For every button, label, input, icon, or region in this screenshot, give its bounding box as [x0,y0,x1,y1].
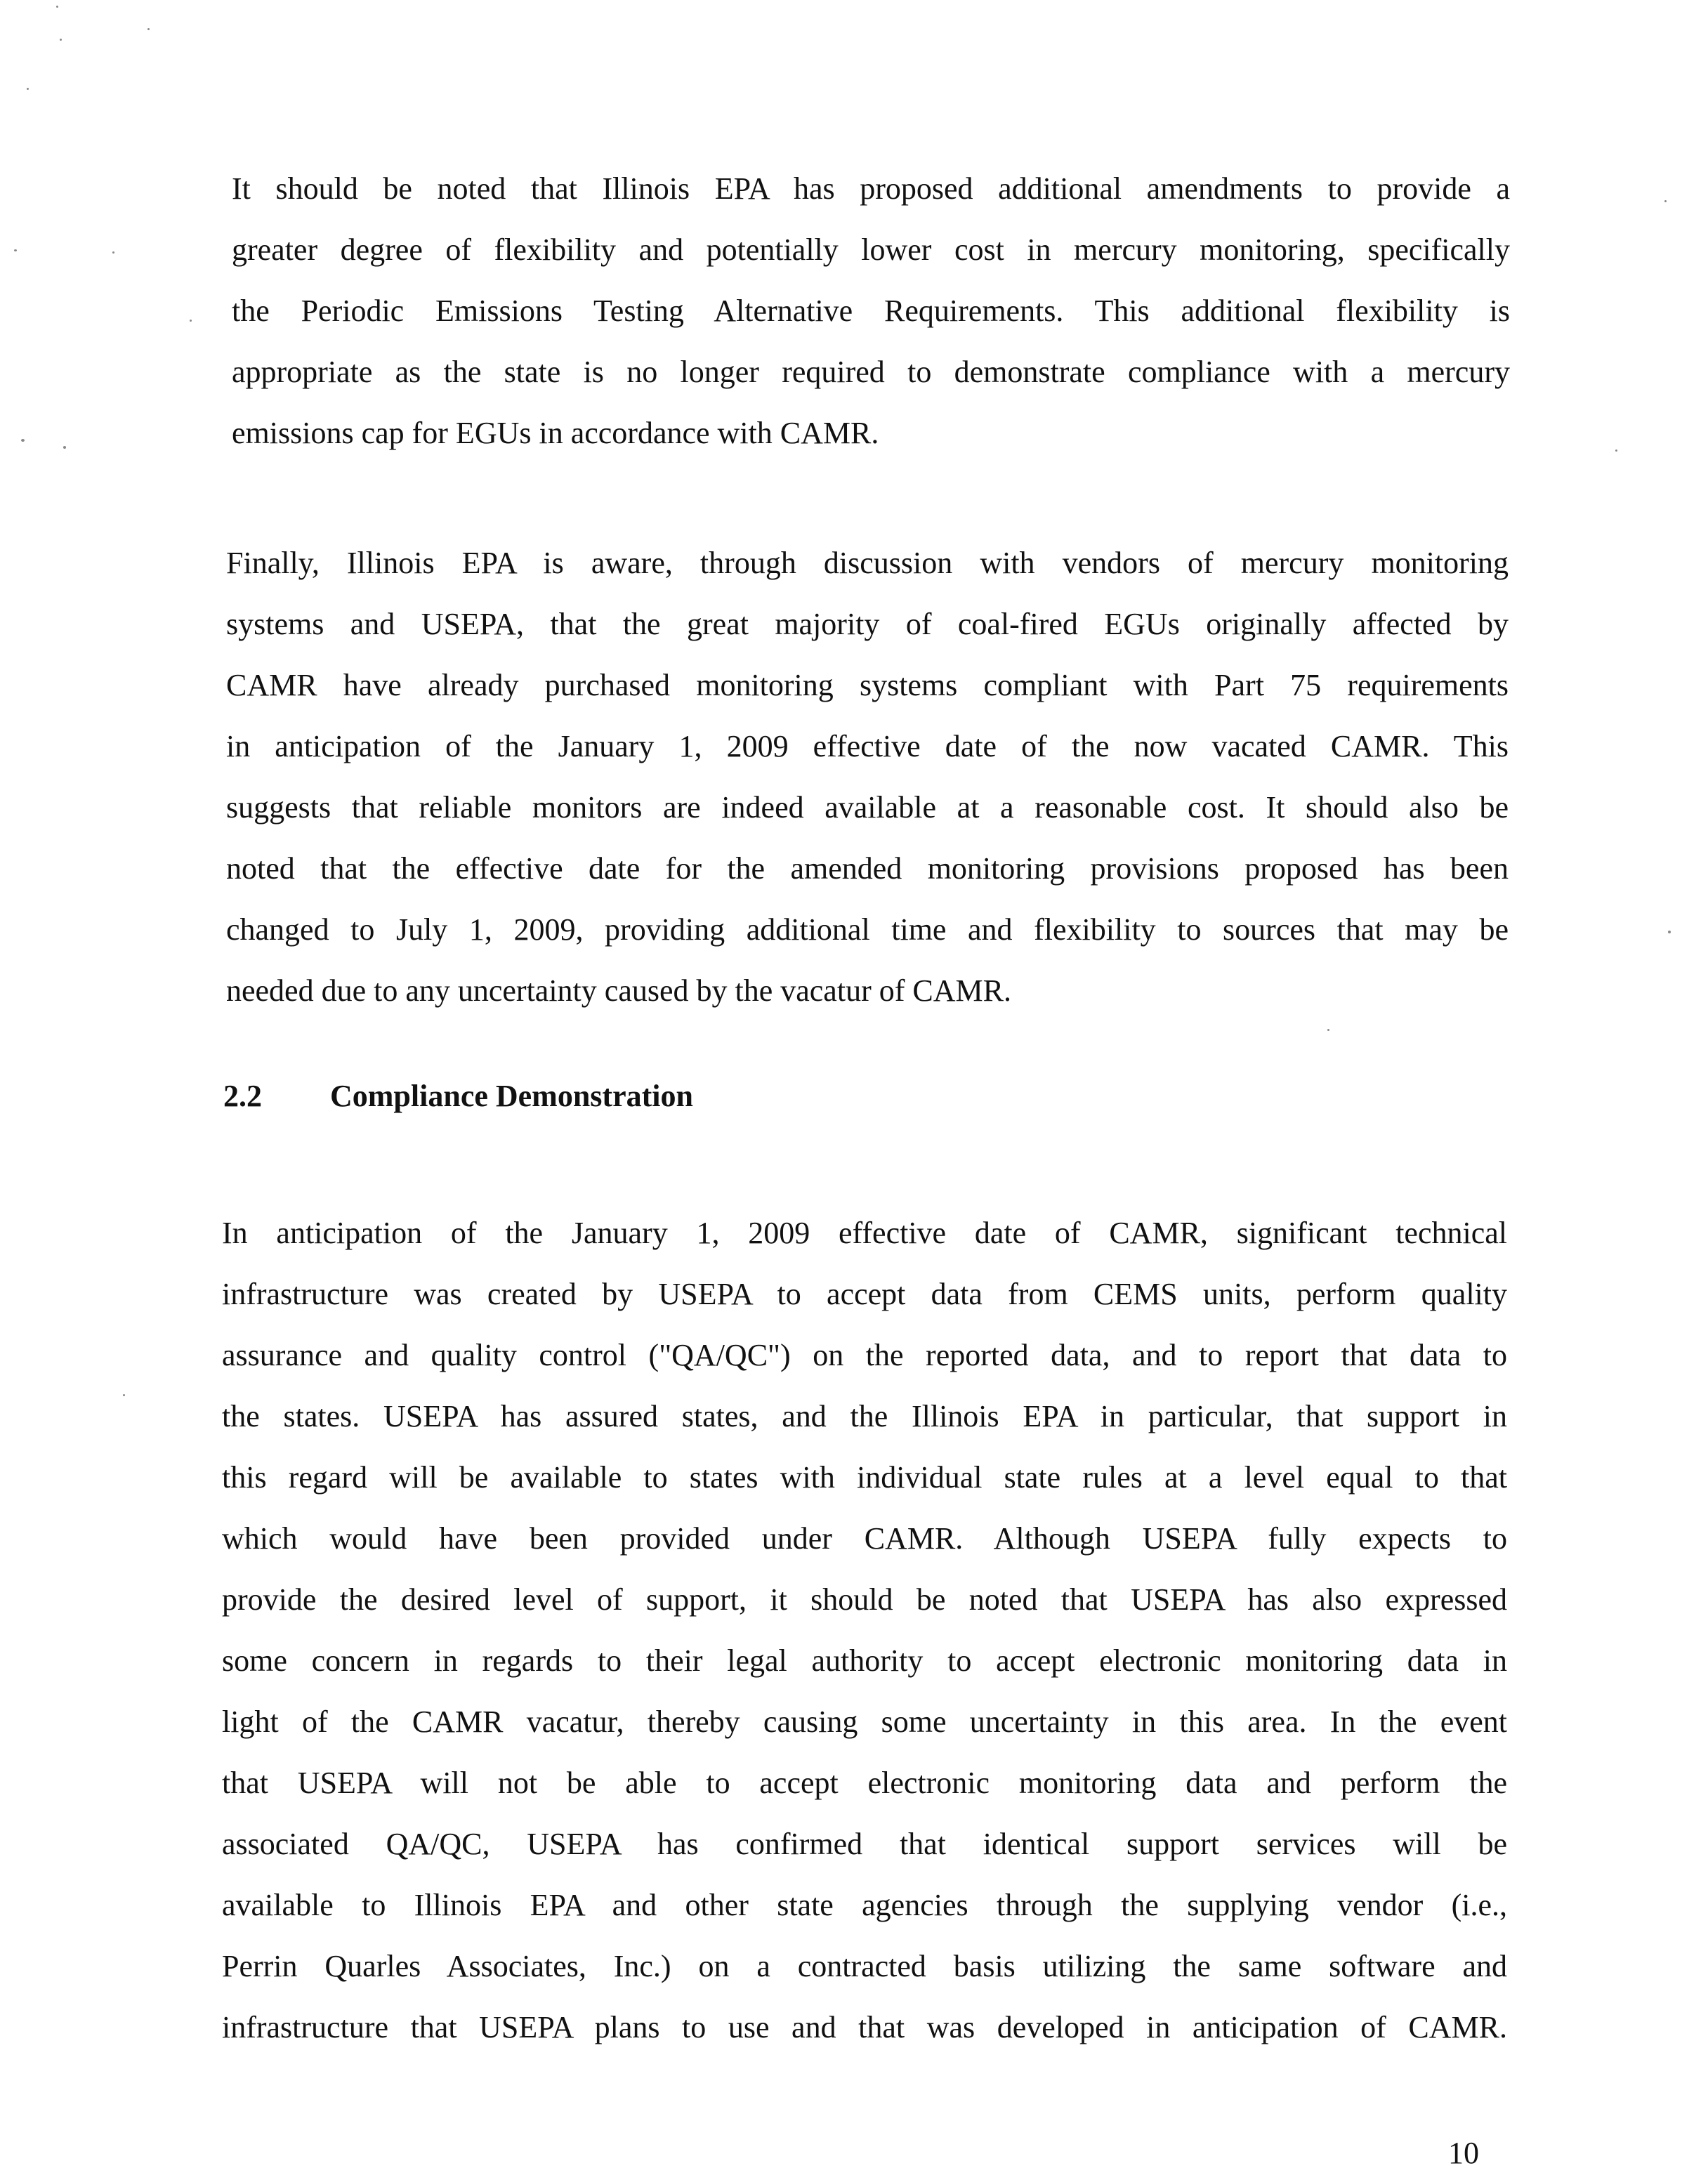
paragraph-line: some concern in regards to their legal authority to accept electronic monitoring data in [222,1643,1507,1678]
scan-speck [190,320,192,322]
scan-speck [112,251,114,254]
scan-speck [21,439,25,442]
paragraph-2 [226,532,1509,1021]
paragraph-line: CAMR have already purchased monitoring systems compliant with Part 75 requirements [226,668,1509,702]
scan-speck [1327,1029,1329,1031]
paragraph-line: light of the CAMR vacatur, thereby causing some uncertainty in this area. In the event [222,1705,1507,1739]
paragraph-line: suggests that reliable monitors are indeed available at a reasonable cost. It should also be [226,790,1509,825]
paragraph-line: provide the desired level of support, it should be noted that USEPA has also expressed [222,1582,1507,1617]
scan-speck [123,1394,125,1396]
paragraph-line: It should be noted that Illinois EPA has proposed additional amendments to provide a [232,171,1510,206]
paragraph-line: Finally, Illinois EPA is aware, through discussion with vendors of mercury monitoring [226,546,1509,580]
paragraph-line: assurance and quality control ("QA/QC") on the reported data, and to report that data to [222,1338,1507,1372]
paragraph-line: greater degree of flexibility and potentially lower cost in mercury monitoring, specifically [232,232,1510,267]
paragraph-line: systems and USEPA, that the great majority of coal-fired EGUs originally affected by [226,607,1509,641]
scan-speck [14,249,17,251]
paragraph-line: this regard will be available to states with individual state rules at a level equal to that [222,1460,1507,1495]
section-title: Compliance Demonstration [330,1079,693,1113]
paragraph-line: which would have been provided under CAMR. Although USEPA fully expects to [222,1521,1507,1556]
scan-speck [147,28,150,30]
paragraph-line: the states. USEPA has assured states, and the Illinois EPA in particular, that support in [222,1399,1507,1433]
paragraph-line: changed to July 1, 2009, providing additional time and flexibility to sources that may be [226,912,1509,947]
paragraph-line: the Periodic Emissions Testing Alternative Requirements. This additional flexibility is [232,294,1510,328]
paragraph-1 [232,158,1510,464]
paragraph-line: emissions cap for EGUs in accordance with CAMR. [232,416,879,450]
paragraph-line: in anticipation of the January 1, 2009 effective date of the now vacated CAMR. This [226,729,1509,763]
scan-speck [63,446,66,449]
paragraph-line: Perrin Quarles Associates, Inc.) on a contracted basis utilizing the same software and [222,1949,1507,1983]
paragraph-line: In anticipation of the January 1, 2009 effective date of CAMR, significant technical [222,1216,1507,1250]
section-number: 2.2 [223,1079,262,1113]
scan-speck [1615,449,1617,452]
paragraph-3 [222,1202,1507,2058]
paragraph-line: infrastructure was created by USEPA to accept data from CEMS units, perform quality [222,1277,1507,1311]
paragraph-line: appropriate as the state is no longer required to demonstrate compliance with a mercury [232,355,1510,389]
scan-speck [60,39,62,41]
paragraph-line: infrastructure that USEPA plans to use and that was developed in anticipation of CAMR. [222,2010,1507,2044]
page-number: 10 [1448,2136,1479,2170]
scan-speck [56,6,58,8]
paragraph-line: associated QA/QC, USEPA has confirmed that identical support services will be [222,1827,1507,1861]
paragraph-line: needed due to any uncertainty caused by the vacatur of CAMR. [226,973,1011,1008]
paragraph-line: available to Illinois EPA and other state agencies through the supplying vendor (i.e., [222,1888,1507,1922]
scan-speck [1664,200,1667,202]
scan-speck [1668,931,1671,933]
paragraph-line: noted that the effective date for the amended monitoring provisions proposed has been [226,851,1509,886]
section-heading [223,1078,693,1114]
paragraph-line: that USEPA will not be able to accept electronic monitoring data and perform the [222,1766,1507,1800]
scan-speck [27,88,29,90]
